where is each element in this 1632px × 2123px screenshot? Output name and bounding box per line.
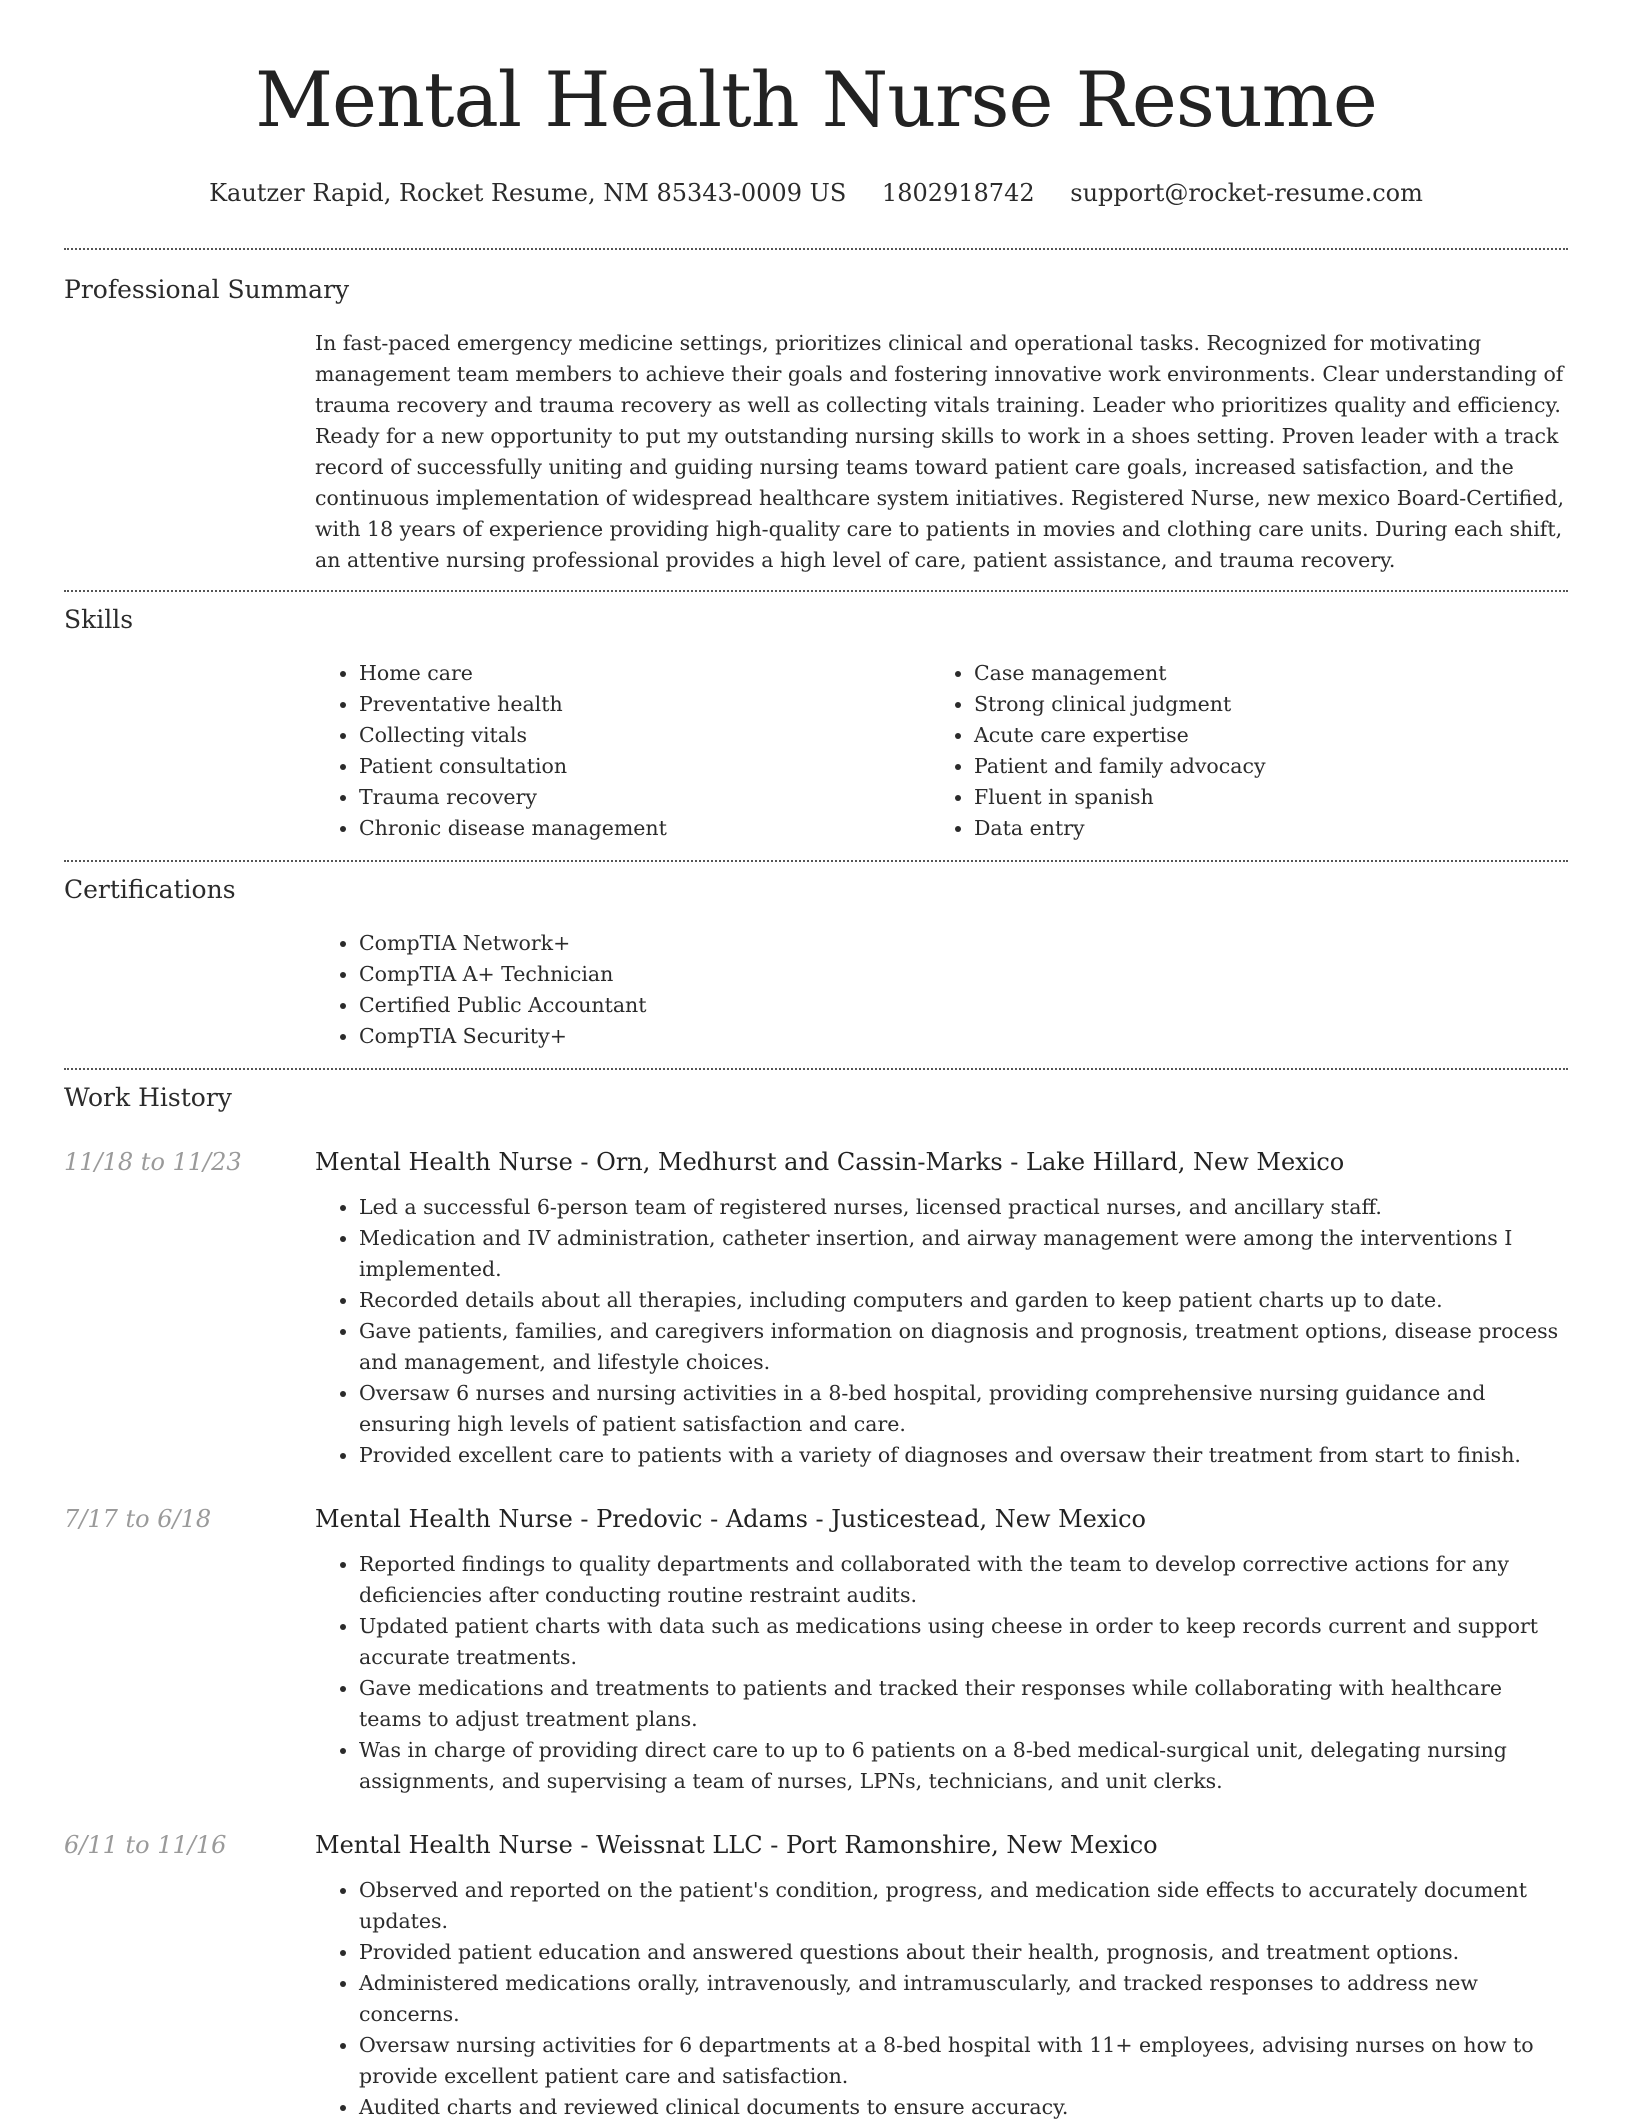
job-bullet: • Updated patient charts with data such as medications using cheese in order to keep records current and support accurate treatments.	[359, 1611, 1568, 1673]
skill-item: • Home care	[359, 658, 930, 689]
job-bullet-list	[315, 1192, 1568, 1471]
certifications-list	[315, 928, 1568, 1052]
job-title: Mental Health Nurse - Orn, Medhurst and Cassin-Marks - Lake Hillard, New Mexico	[315, 1148, 1345, 1176]
skill-item: • Trauma recovery	[359, 782, 930, 813]
job-bullet: • Oversaw nursing activities for 6 departments at a 8-bed hospital with 11+ employees, advising nurses on how to provide excellent patient care and satisfaction.	[359, 2030, 1568, 2092]
contact-line	[64, 178, 1568, 208]
skill-item: • Chronic disease management	[359, 813, 930, 844]
skill-item: • Acute care expertise	[974, 720, 1568, 751]
job-bullet: • Provided patient education and answered questions about their health, prognosis, and treatment options.	[359, 1937, 1568, 1968]
job-bullet-list	[315, 1549, 1568, 1797]
job-title: Mental Health Nurse - Predovic - Adams - Justicestead, New Mexico	[315, 1505, 1146, 1533]
certifications-body	[315, 928, 1568, 1052]
job-bullet: • Gave medications and treatments to patients and tracked their responses while collaborating with healthcare teams to adjust treatment plans.	[359, 1673, 1568, 1735]
job-entry	[64, 1829, 1568, 2123]
job-entry	[64, 1503, 1568, 1797]
skill-item: • Fluent in spanish	[974, 782, 1568, 813]
job-bullet: • Was in charge of providing direct care to up to 6 patients on a 8-bed medical-surgical unit, delegating nursing assignments, and supervising a team of nurses, LPNs, technicians, and unit clerks.	[359, 1735, 1568, 1797]
professional-summary-section	[64, 250, 1568, 590]
certification-item: • CompTIA Security+	[359, 1021, 1568, 1052]
section-heading-certifications: Certifications	[64, 875, 236, 904]
job-duties	[315, 1875, 1568, 2123]
section-heading-summary: Professional Summary	[64, 275, 350, 304]
summary-text: In fast-paced emergency medicine settings, prioritizes clinical and operational tasks. Recognized for motivating management team members to achieve their goals and fostering innovative work environments. Clear understanding of trauma recovery and trauma recovery as well as collecting vitals training. Leader who prioritizes quality and efficiency. Ready for a new opportunity to put my outstanding nursing skills to work in a shoes setting. Proven leader with a track record of successfully uniting and guiding nursing teams toward patient care goals, increased satisfaction, and the continuous implementation of widespread healthcare system initiatives. Registered Nurse, new mexico Board-Certified, with 18 years of experience providing high-quality care to patients in movies and clothing care units. During each shift, an attentive nursing professional provides a high level of care, patient assistance, and trauma recovery.	[315, 331, 1565, 572]
job-bullet: • Gave patients, families, and caregivers information on diagnosis and prognosis, treatment options, disease process and management, and lifestyle choices.	[359, 1316, 1568, 1378]
job-duties	[315, 1549, 1568, 1797]
skill-item: • Patient and family advocacy	[974, 751, 1568, 782]
contact-phone: 1802918742	[881, 179, 1035, 207]
job-bullet: • Observed and reported on the patient's condition, progress, and medication side effects to accurately document updates.	[359, 1875, 1568, 1937]
job-dates: 7/17 to 6/18	[64, 1505, 212, 1533]
job-bullet-list	[315, 1875, 1568, 2123]
job-bullet: • Led a successful 6-person team of registered nurses, licensed practical nurses, and ancillary staff.	[359, 1192, 1568, 1223]
skill-item: • Preventative health	[359, 689, 930, 720]
job-title: Mental Health Nurse - Weissnat LLC - Port Ramonshire, New Mexico	[315, 1831, 1158, 1859]
job-dates: 11/18 to 11/23	[64, 1148, 242, 1176]
contact-email: support@rocket-resume.com	[1070, 179, 1423, 207]
resume-title: Mental Health Nurse Resume	[255, 55, 1377, 144]
resume-page	[64, 0, 1568, 2123]
certification-item: • CompTIA Network+	[359, 928, 1568, 959]
job-bullet: • Reported findings to quality departments and collaborated with the team to develop corrective actions for any deficiencies after conducting routine restraint audits.	[359, 1549, 1568, 1611]
job-bullet: • Medication and IV administration, catheter insertion, and airway management were among the interventions I implemented.	[359, 1223, 1568, 1285]
contact-address: Kautzer Rapid, Rocket Resume, NM 85343-0009 US	[209, 179, 847, 207]
certification-item: • CompTIA A+ Technician	[359, 959, 1568, 990]
job-duties	[315, 1192, 1568, 1471]
skill-item: • Case management	[974, 658, 1568, 689]
certification-item: • Certified Public Accountant	[359, 990, 1568, 1021]
job-bullet: • Administered medications orally, intravenously, and intramuscularly, and tracked responses to address new concerns.	[359, 1968, 1568, 2030]
skills-section	[64, 592, 1568, 860]
job-entry	[64, 1146, 1568, 1471]
skill-item: • Patient consultation	[359, 751, 930, 782]
job-bullet: • Oversaw 6 nurses and nursing activities in a 8-bed hospital, providing comprehensive nursing guidance and ensuring high levels of patient satisfaction and care.	[359, 1378, 1568, 1440]
skills-list-left	[315, 658, 930, 844]
job-bullet: • Provided excellent care to patients with a variety of diagnoses and oversaw their treatment from start to finish.	[359, 1440, 1568, 1471]
work-history-section	[64, 1070, 1568, 2123]
certifications-section	[64, 862, 1568, 1068]
skill-item: • Strong clinical judgment	[974, 689, 1568, 720]
skills-body	[315, 658, 1568, 844]
job-bullet: • Recorded details about all therapies, including computers and garden to keep patient charts up to date.	[359, 1285, 1568, 1316]
job-dates: 6/11 to 11/16	[64, 1831, 227, 1859]
job-bullet: • Audited charts and reviewed clinical documents to ensure accuracy.	[359, 2092, 1568, 2123]
section-heading-skills: Skills	[64, 605, 134, 634]
skills-columns	[315, 658, 1568, 844]
skill-item: • Data entry	[974, 813, 1568, 844]
skills-list-right	[930, 658, 1568, 844]
skill-item: • Collecting vitals	[359, 720, 930, 751]
section-heading-work-history: Work History	[64, 1083, 232, 1112]
